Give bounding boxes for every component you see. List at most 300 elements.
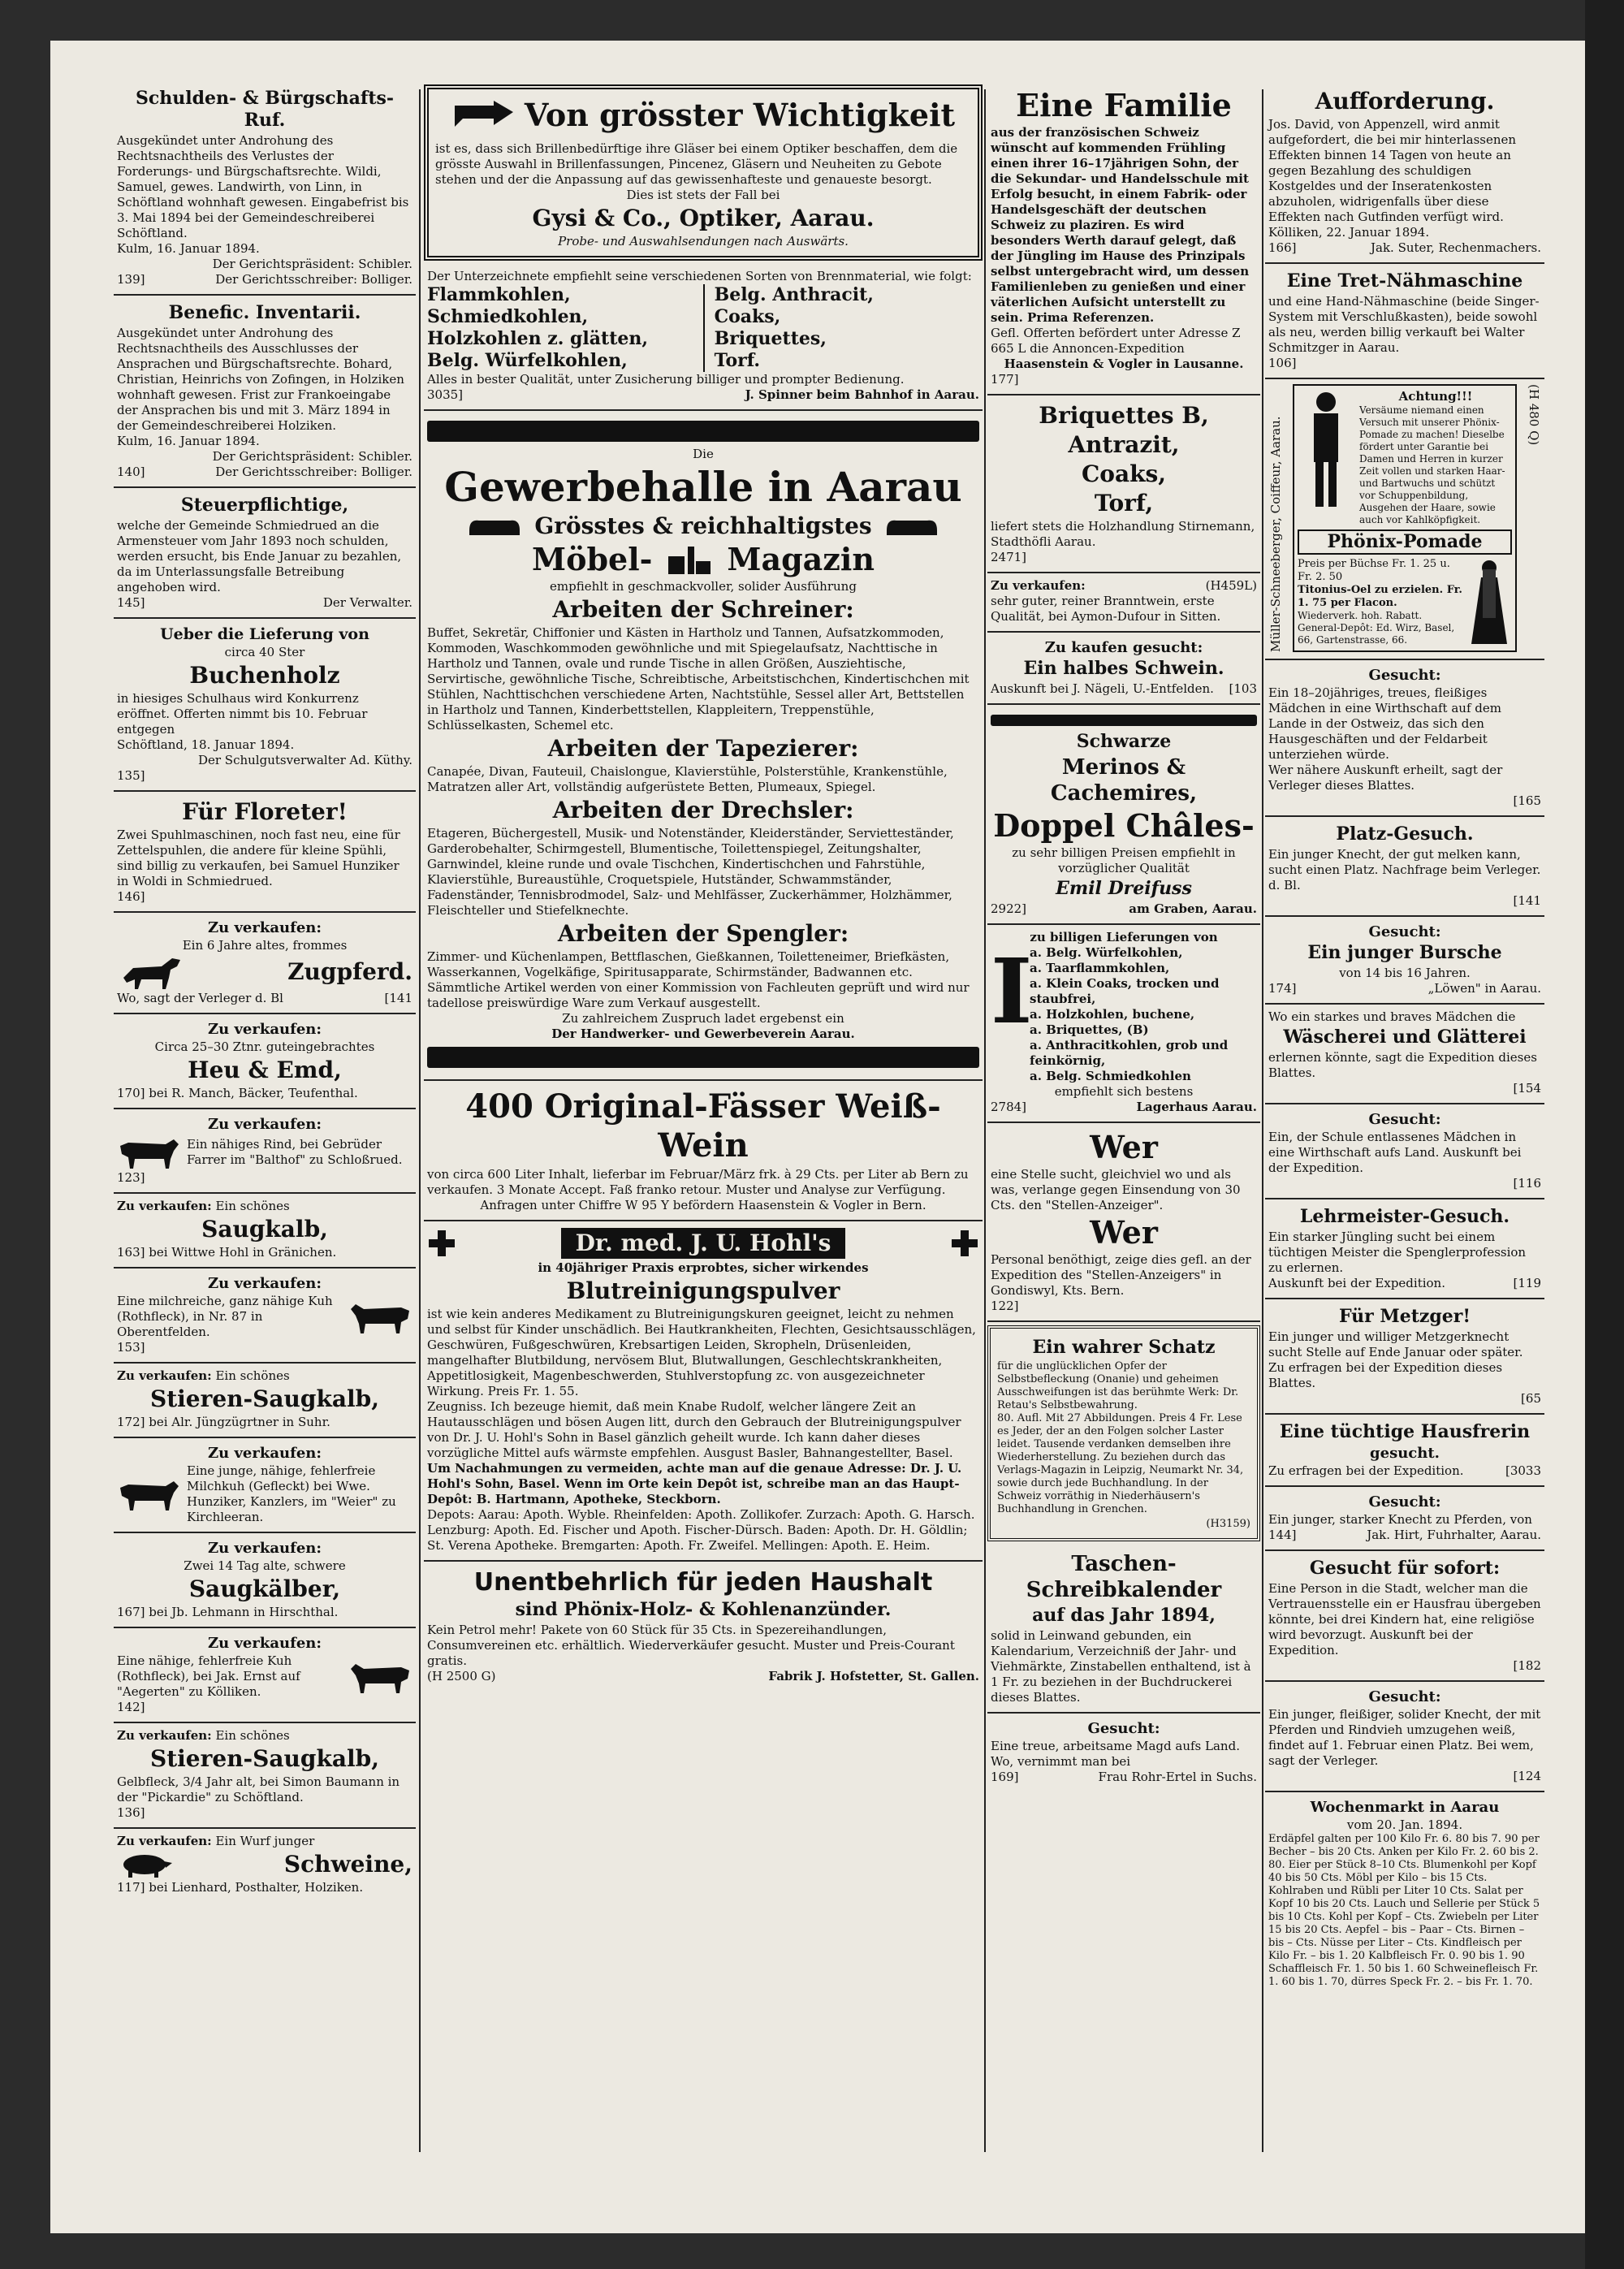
column-1 bbox=[114, 81, 416, 1902]
fuel-item: Flammkohlen, bbox=[427, 284, 571, 305]
ad-signature: Der Gerichtsschreiber: Bolliger. bbox=[215, 272, 412, 287]
ad-warning: Um Nachahmungen zu vermeiden, achte man auf die genaue Adresse: Dr. J. U. Hohl's Sohn, Basel. Wenn im Orte kein Depôt ist, schreibe man an das Haupt-Depôt: B. Hartmann, Apotheke, Steckborn. bbox=[427, 1461, 962, 1506]
ad-number: 2784] bbox=[991, 1100, 1027, 1114]
ad-text: liefert stets die Holzhandlung Stirnemann, Stadthöfli Aarau. bbox=[991, 519, 1255, 549]
column-4 bbox=[1265, 81, 1544, 1995]
ad-gysi-optiker bbox=[424, 84, 983, 261]
ad-weisswein bbox=[424, 1081, 983, 1221]
ad-title: Eine Familie bbox=[1016, 87, 1232, 123]
horse-icon bbox=[117, 953, 190, 991]
section-heading: Arbeiten der Schreiner: bbox=[552, 596, 854, 623]
ad-text: Ein 6 Jahre altes, frommes bbox=[182, 938, 348, 953]
fuel-item: Coaks, bbox=[714, 306, 781, 327]
fuel-line: Antrazit, bbox=[1068, 431, 1180, 458]
fuel-item: a. Taarflammkohlen, bbox=[1030, 961, 1170, 975]
fuel-line: Torf, bbox=[1094, 490, 1154, 516]
ad-signature: J. Spinner beim Bahnhof in Aarau. bbox=[745, 387, 979, 402]
ad-text: Wo ein starkes und braves Mädchen die bbox=[1268, 1009, 1516, 1024]
ad-text: Zwei Spuhlmaschinen, noch fast neu, eine für Zettelspuhlen, die andere für kleine Spühli, sind billig zu verkaufen, bei Samuel Hunziker in Woldi in Schmiedrued. bbox=[117, 828, 400, 888]
section-text: Zu zahlreichem Zuspruch ladet ergebenst ein bbox=[562, 1011, 844, 1026]
section-heading: Arbeiten der Drechsler: bbox=[552, 797, 854, 823]
section-heading: Arbeiten der Tapezierer: bbox=[547, 735, 859, 762]
ad-kuh-2 bbox=[114, 1628, 416, 1723]
ad-gewerbehalle bbox=[424, 411, 983, 1081]
ad-title: Wer bbox=[1090, 1214, 1158, 1251]
ad-text: solid in Leinwand gebunden, ein Kalendarium, Verzeichniß der Jahr- und Viehmärkte, Zinstabellen enthaltend, ist à 1 Fr. zu beziehen in der Buchdruckerei dieses Blattes. bbox=[991, 1628, 1251, 1705]
ad-place: Schöftland, 18. Januar 1894. bbox=[117, 737, 295, 752]
ad-number: [154 bbox=[1513, 1081, 1541, 1096]
ad-head: Gesucht: bbox=[1087, 1720, 1160, 1737]
ad-signature: Der Gerichtspräsident: Schibler. bbox=[212, 449, 412, 464]
fuel-item: a. Belg. Schmiedkohlen bbox=[1030, 1069, 1191, 1083]
ad-stieren-2 bbox=[114, 1723, 416, 1829]
ad-title: Eine Tret-Nähmaschine bbox=[1286, 270, 1523, 292]
ad-headline: Heu & Emd, bbox=[188, 1057, 342, 1083]
fuel-item: Belg. Anthracit, bbox=[714, 284, 874, 305]
ad-title: Doppel Châles- bbox=[993, 807, 1255, 844]
ad-signature: Der Gerichtsschreiber: Bolliger. bbox=[215, 465, 412, 479]
ad-text: Zu erfragen bei der Expedition. bbox=[1268, 1463, 1464, 1478]
ad-title: Schulden- & Bürgschafts-Ruf. bbox=[135, 88, 395, 131]
fuel-item: Briquettes, bbox=[714, 328, 827, 349]
section-text: Buffet, Sekretär, Chiffonier und Kästen in Hartholz und Tannen, Aufsatzkommoden, Kommoden, Waschkommoden gewöhnliche und mit Spiegelaufsatz, Nachttische in Hartholz und Tannen, ovale und runde Tische in allen Größen, Ausziehtische, Servirtische, gewöhnliche Tische, Schreibtische, Arbeitstischchen, Kindertischchen mit Stühlen, Nachttischchen verschiedene Arten, Nachtstühle, Sessel aller Art, Bettstellen in Hartholz und Tannen, Kinderbettstellen, Klappleitern, Treppenstühle, Schlüsselkasten, Schemel etc. bbox=[427, 625, 970, 733]
ad-steuer bbox=[114, 488, 416, 619]
ad-text: Ein starker Jüngling sucht bei einem tüchtigen Meister die Spenglerprofession zu erlernen. bbox=[1268, 1230, 1527, 1275]
ad-subtitle: sind Phönix-Holz- & Kohlenanzünder. bbox=[515, 1599, 892, 1620]
ad-pre: Schwarze bbox=[1076, 731, 1172, 752]
ad-number: 140] bbox=[117, 465, 145, 479]
ad-text: Ein junger, starker Knecht zu Pferden, von bbox=[1268, 1512, 1532, 1527]
ad-number: 144] bbox=[1268, 1528, 1297, 1542]
ad-depots: Depots: Aarau: Apoth. Wyble. Rheinfelden: Apoth. Zollikofer. Zurzach: Apoth. G. Harsch. Lenzburg: Apoth. Ed. Fischer und Apoth. Fischer-Dürsch. Baden: Apoth. Dr. H. Göldlin; St. Verena Apotheke. Bremgarten: Apoth. Fr. Zweifel. Mellingen: Apoth. E. Heim. bbox=[427, 1507, 975, 1553]
pointing-hand-icon bbox=[451, 97, 516, 133]
ad-head: Zu verkaufen: bbox=[117, 1368, 212, 1383]
ad-title: Ueber die Lieferung von bbox=[160, 625, 369, 643]
ad-side-text: Müller-Schneeberger, Coiffeur, Aarau. bbox=[1268, 416, 1283, 652]
ad-headline: Eine tüchtige Hausfrerin bbox=[1279, 1421, 1531, 1442]
ad-text: Ein junger und williger Metzgerknecht sucht Stelle auf Ende Januar oder später. Zu erfragen bei der Expedition dieses Blattes. bbox=[1268, 1329, 1523, 1390]
ad-headline: Zugpferd. bbox=[287, 958, 412, 985]
ad-number: 135] bbox=[117, 768, 145, 783]
cow-icon bbox=[348, 1659, 412, 1695]
ad-head: Gesucht für sofort: bbox=[1309, 1558, 1501, 1579]
ad-title: Ein wahrer Schatz bbox=[1032, 1337, 1216, 1358]
ad-brennmaterial bbox=[424, 264, 983, 411]
ad-branntwein bbox=[987, 573, 1260, 633]
ad-number: [65 bbox=[1521, 1391, 1541, 1406]
fuel-item: a. Klein Coaks, trocken und staubfrei, bbox=[1030, 976, 1220, 1006]
ad-text: Circa 25–30 Ztnr. guteingebrachtes bbox=[154, 1039, 375, 1054]
ad-place: am Graben, Aarau. bbox=[1129, 901, 1257, 916]
ad-title: Von grösster Wichtigkeit bbox=[524, 97, 956, 133]
ad-text: Jos. David, von Appenzell, wird anmit aufgefordert, die bei mir hinterlassenen Effekten binnen 14 Tagen von heute an gegen Bezahlung des schuldigen Kostgeldes und der Inseratenkosten abzuholen, widrigenfalls über diese Effekten nach Gutfinden verfügt wird. bbox=[1268, 117, 1517, 224]
ad-saugkaelber bbox=[114, 1533, 416, 1628]
ad-number: 145] bbox=[117, 595, 145, 610]
woman-figure-icon bbox=[1466, 558, 1512, 647]
ad-text: Gelbfleck, 3/4 Jahr alt, bei Simon Baumann in der "Pickardie" zu Schöftland. bbox=[117, 1774, 400, 1804]
fuel-item: Schmiedkohlen, bbox=[427, 306, 589, 327]
ad-milchkuh bbox=[114, 1438, 416, 1533]
ad-text: Ausgekündet unter Androhung des Rechtsnachtheils des Verlustes der Forderungs- und Bürgschaftsrechte. Wildi, Samuel, gewes. Landwirth, von Linn, in Schöftland wohnhaft gewesen. Eingabefrist bis 3. Mai 1894 bei der Gemeindeschreiberei Schöftland. bbox=[117, 133, 409, 240]
sofa-icon bbox=[883, 514, 940, 538]
ad-foot: 172] bei Alr. Jüngzügrtner in Suhr. bbox=[117, 1415, 330, 1429]
ad-headline: Ein junger Bursche bbox=[1307, 942, 1502, 963]
ad-heu bbox=[114, 1014, 416, 1109]
ad-hausfrerin bbox=[1265, 1415, 1544, 1487]
ad-intro: Der Unterzeichnete empfiehlt seine verschiedenen Sorten von Brennmaterial, wie folgt: bbox=[427, 269, 972, 283]
ad-merinos bbox=[987, 705, 1260, 925]
ad-inventar bbox=[114, 296, 416, 488]
ad-headline: Schweine, bbox=[283, 1851, 412, 1878]
ad-number: [165 bbox=[1513, 793, 1541, 808]
ad-headline: Buchenholz bbox=[189, 662, 340, 689]
ad-subtitle: in 40jähriger Praxis erprobtes, sicher wirkendes bbox=[538, 1260, 869, 1275]
ad-text: in hiesiges Schulhaus wird Konkurrenz eröffnet. Offerten nimmt bis 10. Februar entgegen bbox=[117, 691, 368, 737]
ad-foot: 163] bei Wittwe Hohl in Gränichen. bbox=[117, 1245, 337, 1260]
ad-text: zu sehr billigen Preisen empfiehlt in vorzüglicher Qualität bbox=[1012, 845, 1236, 875]
man-figure-icon bbox=[1298, 389, 1354, 511]
ad-schweine bbox=[114, 1829, 416, 1902]
ad-place: Kulm, 16. Januar 1894. bbox=[117, 241, 260, 256]
ad-subtitle: auf das Jahr 1894, bbox=[1032, 1605, 1216, 1626]
section-text: Zimmer- und Küchenlampen, Bettflaschen, Gießkannen, Toiletteneimer, Briefkästen, Wasserkannen, Vogelkäfige, Spiritusapparate, Schirmständer, Badwannen etc. bbox=[427, 949, 950, 979]
ad-text: Zwei 14 Tag alte, schwere bbox=[184, 1558, 346, 1573]
ad-taschenkalender bbox=[987, 1545, 1260, 1714]
ad-number: [116 bbox=[1513, 1176, 1541, 1191]
ad-aufforderung bbox=[1265, 81, 1544, 264]
ad-sub: circa 40 Ster bbox=[224, 645, 305, 659]
ad-price: Preis per Büchse Fr. 1. 25 u. Fr. 2. 50 bbox=[1298, 558, 1450, 583]
ad-number: [141 bbox=[384, 991, 412, 1005]
ad-firm: Emil Dreifuss bbox=[1056, 878, 1192, 899]
ad-signature: „Löwen" in Aarau. bbox=[1427, 981, 1541, 996]
fuel-list-left bbox=[427, 284, 705, 372]
ad-code: (H 480 Q) bbox=[1527, 384, 1541, 446]
ad-schulden bbox=[114, 81, 416, 296]
column-3 bbox=[987, 81, 1260, 1791]
ad-stellen-anzeiger bbox=[987, 1123, 1260, 1322]
ad-text: Ein schönes bbox=[215, 1368, 290, 1383]
cross-icon bbox=[427, 1229, 456, 1258]
ad-pre: Die bbox=[693, 447, 714, 461]
column-2 bbox=[424, 81, 983, 1691]
ad-number: 2922] bbox=[991, 901, 1027, 916]
ad-foot: 170] bei R. Manch, Bäcker, Teufenthal. bbox=[117, 1086, 358, 1100]
ad-platz-gesuch bbox=[1265, 817, 1544, 917]
ornamental-band bbox=[991, 715, 1257, 726]
ad-text: Dies ist stets der Fall bei bbox=[626, 188, 780, 202]
ad-text: und eine Hand-Nähmaschine (beide Singer-System mit Verschlußkasten), beide sowohl als neu, werden billig verkauft bei Walter Schmitzger in Aarau. bbox=[1268, 294, 1540, 355]
ad-wahrer-schatz bbox=[987, 1325, 1260, 1541]
column-rule bbox=[419, 89, 421, 2152]
ad-signature: Der Schulgutsverwalter Ad. Küthy. bbox=[197, 753, 412, 767]
ad-text: Ein Wurf junger bbox=[215, 1834, 315, 1848]
ad-head: Zu verkaufen: bbox=[207, 1540, 322, 1557]
ad-hohl-pulver bbox=[424, 1221, 983, 1562]
ad-kuh bbox=[114, 1268, 416, 1364]
ad-head: Gesucht: bbox=[1368, 1493, 1441, 1511]
ad-title: Dr. med. J. U. Hohl's bbox=[561, 1228, 846, 1259]
fuel-item: a. Belg. Würfelkohlen, bbox=[1030, 945, 1183, 960]
ad-head: Zu verkaufen: bbox=[117, 1728, 212, 1743]
ad-text: Ausgekündet unter Androhung des Rechtsnachtheils des Ausschlusses der Ansprachen und Bürgschaftsrechte. Bohard, Christian, Heinrichs von Zofingen, in Holziken wohnhaft gewesen. Frist zur Frankoeingabe der Ansprachen bis und mit 3. März 1894 in der Gemeindeschreiberei Holziken. bbox=[117, 326, 404, 433]
ad-head: Gesucht: bbox=[1368, 667, 1441, 684]
ad-text: für die unglücklichen Opfer der Selbstbefleckung (Onanie) und geheimen Ausschweifungen ist das berühmte Werk: Dr. Retau's Selbstbewahrung. bbox=[997, 1360, 1239, 1411]
fuel-item: Torf. bbox=[714, 350, 761, 371]
ad-title: Benefic. Inventarii. bbox=[168, 302, 361, 323]
ad-text: aus der französischen Schweiz wünscht auf kommenden Frühling einen ihrer 16–17jährigen Sohn, der die Sekundar- und Handelsschule mit Erfolg besucht, in einem Fabrik- oder Handelsgeschäft der deutschen Schweiz zu plaziren. Es wird besonders Werth darauf gelegt, daß der Jüngling im Hause des Prinzipals selbst untergebracht wird, um dessen Familienleben zu genießen und einer väterlichen Aufsicht unterstellt zu sein. Prima Referenzen. bbox=[991, 125, 1250, 325]
ad-title: Steuerpflichtige, bbox=[180, 495, 349, 516]
ad-title: Gewerbehalle in Aarau bbox=[444, 463, 962, 511]
section-text: Etageren, Büchergestell, Musik- und Notenständer, Kleiderständer, Servietteständer, Garderobehalter, Schirmgestell, Blumentische, Toilettenspiegel, Zeitungshalter, Garnwindel, kleine runde und ovale Tischchen, Kindertischchen und Fahrstühle, Klavierstühle, Bureaustühle, Croquetspiele, Hutständer, Schwammständer, Fadenständer, Tennisbrodmodel, Salz- und Mehlfässer, Zuckerhämmer, Holzhämmer, Fleischteller und Stiefelknechte. bbox=[427, 826, 954, 918]
ad-depot: Wiederverk. hoh. Rabatt. General-Depôt: Ed. Wirz, Basel, 66, Gartenstrasse, 66. bbox=[1298, 610, 1455, 646]
ad-head: Zu kaufen gesucht: bbox=[1044, 639, 1203, 656]
furniture-icon bbox=[665, 542, 714, 577]
ad-head: Gesucht: bbox=[1368, 923, 1441, 940]
ad-lagerhaus bbox=[987, 925, 1260, 1123]
ad-headline: Blutreinigungspulver bbox=[566, 1277, 840, 1304]
ad-junger-bursche bbox=[1265, 917, 1544, 1005]
ad-number: [141 bbox=[1513, 893, 1541, 908]
fuel-list-right bbox=[715, 284, 979, 372]
ad-rind bbox=[114, 1109, 416, 1194]
ad-waescherei bbox=[1265, 1005, 1544, 1104]
ad-text: ist es, dass sich Brillenbedürftige ihre Gläser bei einem Optiker beschaffen, dem die grösste Auswahl in Brillenfassungen, Pincenez, Gläsern und Neuheiten zu Gebote stehen und der die Anpassung auf das gewissenhafteste und genaueste besorgt. bbox=[435, 141, 958, 187]
ad-number: 106] bbox=[1268, 356, 1297, 370]
ad-number: 166] bbox=[1268, 240, 1297, 255]
ad-title: 400 Original-Fässer Weiß-Wein bbox=[465, 1087, 941, 1165]
ad-title: Aufforderung. bbox=[1315, 88, 1495, 115]
ad-text: Ein 18–20jähriges, treues, fleißiges Mädchen in eine Wirthschaft auf dem Lande in der Ostweiz, das sich den Hausgeschäften und der Feldarbeit unterziehen würde. bbox=[1268, 685, 1501, 762]
ad-head: Zu verkaufen: bbox=[207, 919, 322, 936]
cow-icon bbox=[348, 1299, 412, 1335]
ad-text: Auskunft bei der Expedition. bbox=[1268, 1276, 1445, 1290]
ad-head: Zu verkaufen: bbox=[207, 1275, 322, 1292]
ad-signature: Der Handwerker- und Gewerbeverein Aarau. bbox=[551, 1026, 855, 1041]
ad-text: sehr guter, reiner Branntwein, erste Qualität, bei Aymon-Dufour in Sitten. bbox=[991, 594, 1221, 624]
ad-title: Merinos & Cachemires, bbox=[1050, 755, 1198, 806]
ad-text: Personal benöthigt, zeige dies gefl. an der Expedition des "Stellen-Anzeigers" in Gondiswyl, Kts. Bern. bbox=[991, 1252, 1251, 1298]
ad-text: Ein, der Schule entlassenes Mädchen in eine Wirthschaft aufs Land. Auskunft bei der Expedition. bbox=[1268, 1130, 1522, 1175]
ad-firm: Lagerhaus Aarau. bbox=[1136, 1100, 1257, 1114]
ad-text: Eine nähige, fehlerfreie Kuh (Rothfleck), bei Jak. Ernst auf "Aegerten" zu Kölliken. bbox=[117, 1653, 300, 1699]
ad-text: Kein Petrol mehr! Pakete von 60 Stück für 35 Cts. in Spezereihandlungen, Consumvereinen etc. erhältlich. Wiederverkäufer gesucht. Muster und Preis-Courant gratis. bbox=[427, 1623, 955, 1668]
ad-number: [124 bbox=[1513, 1769, 1541, 1783]
ad-place: Kulm, 16. Januar 1894. bbox=[117, 434, 260, 448]
ad-testimonial: Zeugniss. Ich bezeuge hiemit, daß mein Knabe Rudolf, welcher längere Zeit an Hautausschlägen und bösen Augen litt, durch den Gebrauch der Blutreinigungspulver von Dr. J. U. Hohl's Sohn in Basel gänzlich geheilt wurde. Ich kann daher dieses vorzügliche Mittel aufs wärmste empfehlen. Ausgust Basler, Bahnangestellter, Basel. bbox=[427, 1399, 961, 1460]
ad-knecht-rindvieh bbox=[1265, 1682, 1544, 1792]
ad-number: 139] bbox=[117, 272, 145, 287]
ad-headline: Ein halbes Schwein. bbox=[1023, 658, 1224, 679]
ad-signature: Frau Rohr-Ertel in Suchs. bbox=[1098, 1770, 1257, 1784]
ad-headline: Stieren-Saugkalb, bbox=[150, 1385, 379, 1412]
ad-signature: Jak. Suter, Rechenmachers. bbox=[1371, 240, 1541, 255]
ad-text: empfiehlt sich bestens bbox=[1054, 1084, 1194, 1099]
fuel-item: a. Anthracitkohlen, grob und feinkörnig, bbox=[1030, 1038, 1229, 1068]
ad-text: Alles in bester Qualität, unter Zusicherung billiger und prompter Bedienung. bbox=[427, 372, 905, 387]
ad-title: Wer bbox=[1090, 1129, 1158, 1165]
ad-gesucht-schule bbox=[1265, 1104, 1544, 1199]
ad-title: Phönix-Pomade bbox=[1298, 529, 1512, 555]
ad-headline: Wäscherei und Glätterei bbox=[1283, 1026, 1527, 1048]
fuel-item: a. Holzkohlen, buchene, bbox=[1030, 1007, 1195, 1022]
fuel-line: Briquettes B, bbox=[1039, 402, 1209, 429]
ad-head: Platz-Gesuch. bbox=[1336, 823, 1474, 845]
ad-number: [182 bbox=[1513, 1658, 1541, 1673]
ad-firm: Haasenstein & Vogler in Lausanne. bbox=[1004, 357, 1244, 371]
ad-title: Taschen-Schreibkalender bbox=[1026, 1552, 1222, 1602]
page-edge-shadow bbox=[1585, 0, 1624, 2269]
ad-head: Zu verkaufen: bbox=[117, 1834, 212, 1848]
ad-number: 169] bbox=[991, 1770, 1019, 1784]
ad-firm: Fabrik J. Hofstetter, St. Gallen. bbox=[768, 1669, 979, 1683]
ad-text: Ein junger Knecht, der gut melken kann, sucht einen Platz. Nachfrage beim Verleger. d. Bl. bbox=[1268, 847, 1541, 892]
ad-text: empfiehlt in geschmackvoller, solider Ausführung bbox=[550, 579, 857, 594]
fuel-item: Belg. Würfelkohlen, bbox=[427, 350, 628, 371]
cow-icon bbox=[117, 1134, 182, 1170]
ad-saugkalb bbox=[114, 1194, 416, 1268]
drop-cap: I bbox=[991, 939, 1033, 1044]
ad-floreter bbox=[114, 792, 416, 913]
ad-head: Zu verkaufen: bbox=[207, 1445, 322, 1462]
ad-schwein bbox=[987, 633, 1260, 705]
ad-text: Ein nähiges Rind, bei Gebrüder Farrer im "Balthof" zu Schloßrued. bbox=[187, 1137, 403, 1167]
column-rule bbox=[1262, 89, 1263, 2152]
ad-headline: Stieren-Saugkalb, bbox=[150, 1745, 379, 1772]
ornamental-band bbox=[427, 1047, 979, 1068]
ad-text: von circa 600 Liter Inhalt, lieferbar im Februar/März frk. à 29 Cts. per Liter ab Bern zu verkaufen. 3 Monate Accept. Faß franko retour. Muster und Analyse zur Verfügung. bbox=[427, 1167, 969, 1197]
ad-foot: 167] bei Jb. Lehmann in Hirschthal. bbox=[117, 1605, 339, 1619]
ad-phoenix-pomade bbox=[1265, 379, 1544, 660]
ad-number: [3033 bbox=[1505, 1463, 1541, 1478]
ad-text: ist wie kein anderes Medikament zu Blutreinigungskuren geeignet, leicht zu nehmen und selbst für Kinder unschädlich. Bei Hautkrankheiten, Flechten, Gesichtsausschlägen, Geschwüren, Fußgeschwüren, Krebsartigen Leiden, Skropheln, Drüsenleiden, mangelhafter Blutbildung, nervösem Blut, Blutwallungen, Geschlechtskrankheiten, Appetitlosigkeit, Magenbeschwerden, Stuhlverstopfung zc. von ausgezeichneter Wirkung. Preis Fr. 1. 55. bbox=[427, 1307, 976, 1398]
section-text: Sämmtliche Artikel werden von einer Kommission von Fachleuten geprüft und wird nur tadellose preiswürdige Ware zum Verkauf ausgestellt. bbox=[427, 980, 970, 1010]
ad-zugpferd bbox=[114, 913, 416, 1014]
ad-head: Für Metzger! bbox=[1338, 1306, 1471, 1327]
ad-metzger bbox=[1265, 1299, 1544, 1415]
ad-text: welche der Gemeinde Schmiedrued an die Armensteuer vom Jahr 1893 noch schulden, werden ersucht, bis Ende Januar zu bezahlen, da im Unterlassungsfalle Betreibung angehoben wird. bbox=[117, 518, 402, 594]
ad-text: Eine junge, nähige, fehlerfreie Milchkuh (Gefleckt) bei Wwe. Hunziker, Kanzlers, im "Weier" zu Kirchleeran. bbox=[187, 1463, 396, 1524]
ad-text: von 14 bis 16 Jahren. bbox=[1339, 966, 1471, 980]
report-title: Wochenmarkt in Aarau bbox=[1310, 1799, 1500, 1816]
ad-head: Zu verkaufen: bbox=[991, 578, 1086, 593]
ad-headline: Saugkälber, bbox=[188, 1575, 341, 1602]
ad-stieren-1 bbox=[114, 1364, 416, 1438]
ad-number: 123] bbox=[117, 1170, 145, 1185]
ad-number: 3035] bbox=[427, 387, 464, 402]
ad-foot: Probe- und Auswahlsendungen nach Auswärts. bbox=[558, 234, 849, 249]
ad-number: 153] bbox=[117, 1340, 145, 1355]
ad-foot: Auskunft bei J. Nägeli, U.-Entfelden. bbox=[991, 681, 1214, 696]
pig-icon bbox=[117, 1850, 174, 1879]
ad-title: Für Floreter! bbox=[182, 798, 348, 825]
section-text: Canapée, Divan, Fauteuil, Chaislongue, Klavierstühle, Polsterstühle, Krankenstühle, Matratzen aller Art, vollständig aufgerüstete Betten, Plumeaux, Spiegel. bbox=[427, 764, 948, 794]
ad-head: Zu verkaufen: bbox=[117, 1199, 212, 1213]
sofa-icon bbox=[466, 514, 523, 538]
ad-text: Eine Person in die Stadt, welcher man die Vertrauensstelle ein er Hausfrau übergeben könnte, bei drei Kindern hat, eine religiöse wird bevorzugt. Auskunft bei der Expedition. bbox=[1268, 1581, 1541, 1657]
ad-text: Wer nähere Auskunft erheilt, sagt der Verleger dieses Blattes. bbox=[1268, 763, 1503, 793]
ad-text: Ein schönes bbox=[215, 1728, 290, 1743]
ad-headline: Möbel- bbox=[532, 541, 653, 577]
ad-signature: Der Verwalter. bbox=[322, 595, 412, 610]
ad-number: 122] bbox=[991, 1299, 1019, 1313]
ad-head: Gesucht: bbox=[1368, 1111, 1441, 1128]
ad-code: (H459L) bbox=[1205, 578, 1257, 593]
ad-head: gesucht. bbox=[1370, 1445, 1440, 1462]
ad-signature: Jak. Hirt, Fuhrhalter, Aarau. bbox=[1367, 1528, 1541, 1542]
fuel-item: Holzkohlen z. glätten, bbox=[427, 328, 649, 349]
ad-foot: Wo, sagt der Verleger d. Bl bbox=[117, 991, 283, 1005]
ad-briquettes bbox=[987, 395, 1260, 573]
ad-intro: zu billigen Lieferungen von bbox=[1030, 930, 1218, 944]
cow-icon bbox=[117, 1476, 182, 1512]
ad-gesucht-maedchen bbox=[1265, 660, 1544, 817]
ad-text: erlernen könnte, sagt die Expedition dieses Blattes. bbox=[1268, 1050, 1537, 1080]
ad-buchenholz bbox=[114, 619, 416, 792]
ad-number: [103 bbox=[1229, 681, 1257, 696]
ad-sofort bbox=[1265, 1551, 1544, 1682]
ad-head: Achtung!!! bbox=[1398, 389, 1473, 404]
section-heading: Arbeiten der Spengler: bbox=[557, 920, 849, 947]
ad-head: Zu verkaufen: bbox=[207, 1021, 322, 1038]
ad-text: eine Stelle sucht, gleichviel wo und als was, verlange gegen Einsendung von 30 Cts. den "Stellen-Anzeiger". bbox=[991, 1167, 1241, 1212]
ad-subtitle: Grösstes & reichhaltigstes bbox=[534, 512, 872, 539]
report-date: vom 20. Jan. 1894. bbox=[1346, 1817, 1463, 1832]
ad-signature: Der Gerichtspräsident: Schibler. bbox=[212, 257, 412, 271]
ad-head: Zu verkaufen: bbox=[207, 1116, 322, 1133]
ad-firm: Gysi & Co., Optiker, Aarau. bbox=[532, 205, 875, 231]
ad-number: 2471] bbox=[991, 550, 1027, 564]
ad-familie bbox=[987, 81, 1260, 395]
ad-text: Ein junger, fleißiger, solider Knecht, der mit Pferden und Rindvieh umzugehen weiß, findet auf 1. Februar einen Platz. Bei wem, sagt der Verleger. bbox=[1268, 1707, 1541, 1768]
ad-text: Gefl. Offerten befördert unter Adresse Z 665 L die Annoncen-Expedition bbox=[991, 326, 1241, 356]
ad-text: Versäume niemand einen Versuch mit unserer Phönix-Pomade zu machen! Dieselbe fördert unter Garantie bei Damen und Herren in kurzer Zeit vollen und starken Haar- und Bartwuchs und schützt vor Schuppenbildung, Ausgehen der Haare, sowie auch vor Kahlköpfigkeit. bbox=[1359, 404, 1505, 525]
ad-knecht-pferde bbox=[1265, 1487, 1544, 1551]
ad-place: Kölliken, 22. Januar 1894. bbox=[1268, 225, 1430, 240]
ad-headline: Magazin bbox=[727, 541, 875, 577]
ad-phoenix-anzuender bbox=[424, 1562, 983, 1691]
ad-title: Unentbehrlich für jeden Haushalt bbox=[473, 1568, 933, 1597]
ad-headline: Saugkalb, bbox=[201, 1216, 328, 1243]
ad-magd bbox=[987, 1714, 1260, 1791]
ad-number: [119 bbox=[1513, 1276, 1541, 1290]
ad-text: Eine milchreiche, ganz nähige Kuh (Rothfleck), in Nr. 87 in Oberentfelden. bbox=[117, 1294, 333, 1339]
ornamental-band bbox=[427, 421, 979, 442]
ad-foot: Anfragen unter Chiffre W 95 Y befördern Haasenstein & Vogler in Bern. bbox=[480, 1198, 926, 1212]
ad-number: 146] bbox=[117, 889, 145, 904]
ad-head: Gesucht: bbox=[1368, 1688, 1441, 1705]
report-text: Erdäpfel galten per 100 Kilo Fr. 6. 80 bis 7. 90 per Becher – bis 20 Cts. Anken per Kilo Fr. 2. 60 bis 2. 80. Eier per Stück 8–10 Cts. Blumenkohl per Kopf 40 bis 50 Cts. Möbl per Kilo – bis 15 Cts. Kohlraben und Rübli per Liter 10 Cts. Salat per Kopf 10 bis 20 Cts. Lauch und Sellerie per Stück 5 bis 10 Cts. Kohl per Kopf – Cts. Zwiebeln per Liter 15 bis 20 Cts. Aepfel – bis – Paar – Cts. Birnen – bis – Cts. Nüsse per Liter – Cts. Kindfleisch per Kilo Fr. – bis 1. 20 Kalbfleisch Fr. 0. 90 bis 1. 90 Schaffleisch Fr. 1. 50 bis 1. 60 Schweinefleisch Fr. 1. 60 bis 1. 70, dürres Speck Fr. 2. – bis Fr. 1. 70. bbox=[1268, 1833, 1540, 1988]
ad-text: Eine treue, arbeitsame Magd aufs Land. Wo, vernimmt man bei bbox=[991, 1739, 1240, 1769]
ad-code: (H3159) bbox=[1206, 1518, 1250, 1530]
cross-icon bbox=[950, 1229, 979, 1258]
ad-code: (H 2500 G) bbox=[427, 1669, 496, 1683]
ad-foot: 117] bei Lienhard, Posthalter, Holziken. bbox=[117, 1880, 364, 1895]
ad-lehrmeister bbox=[1265, 1199, 1544, 1299]
ad-number: 136] bbox=[117, 1805, 145, 1820]
ad-head: Zu verkaufen: bbox=[207, 1635, 322, 1652]
ad-text: Ein schönes bbox=[215, 1199, 290, 1213]
fuel-item: a. Briquettes, (B) bbox=[1030, 1022, 1149, 1037]
ad-text: 80. Aufl. Mit 27 Abbildungen. Preis 4 Fr. Lese es Jeder, der an den Folgen solcher Laster leidet. Tausende verdanken demselben ihre Wiederherstellung. Zu beziehen durch das Verlags-Magazin in Leipzig, Neumarkt Nr. 34, sowie durch jede Buchhandlung. In der Schweiz vorräthig in Niederhäusern's Buchhandlung in Grenchen. bbox=[997, 1412, 1244, 1515]
ad-number: 174] bbox=[1268, 981, 1297, 996]
ad-oil: Titonius-Oel zu erzielen. Fr. 1. 75 per Flacon. bbox=[1298, 584, 1462, 609]
fuel-line: Coaks, bbox=[1081, 460, 1166, 487]
wochenmarkt-report bbox=[1265, 1792, 1544, 1995]
ad-number: 142] bbox=[117, 1700, 145, 1714]
ad-naehmaschine bbox=[1265, 264, 1544, 379]
ad-head: Lehrmeister-Gesuch. bbox=[1299, 1206, 1510, 1227]
